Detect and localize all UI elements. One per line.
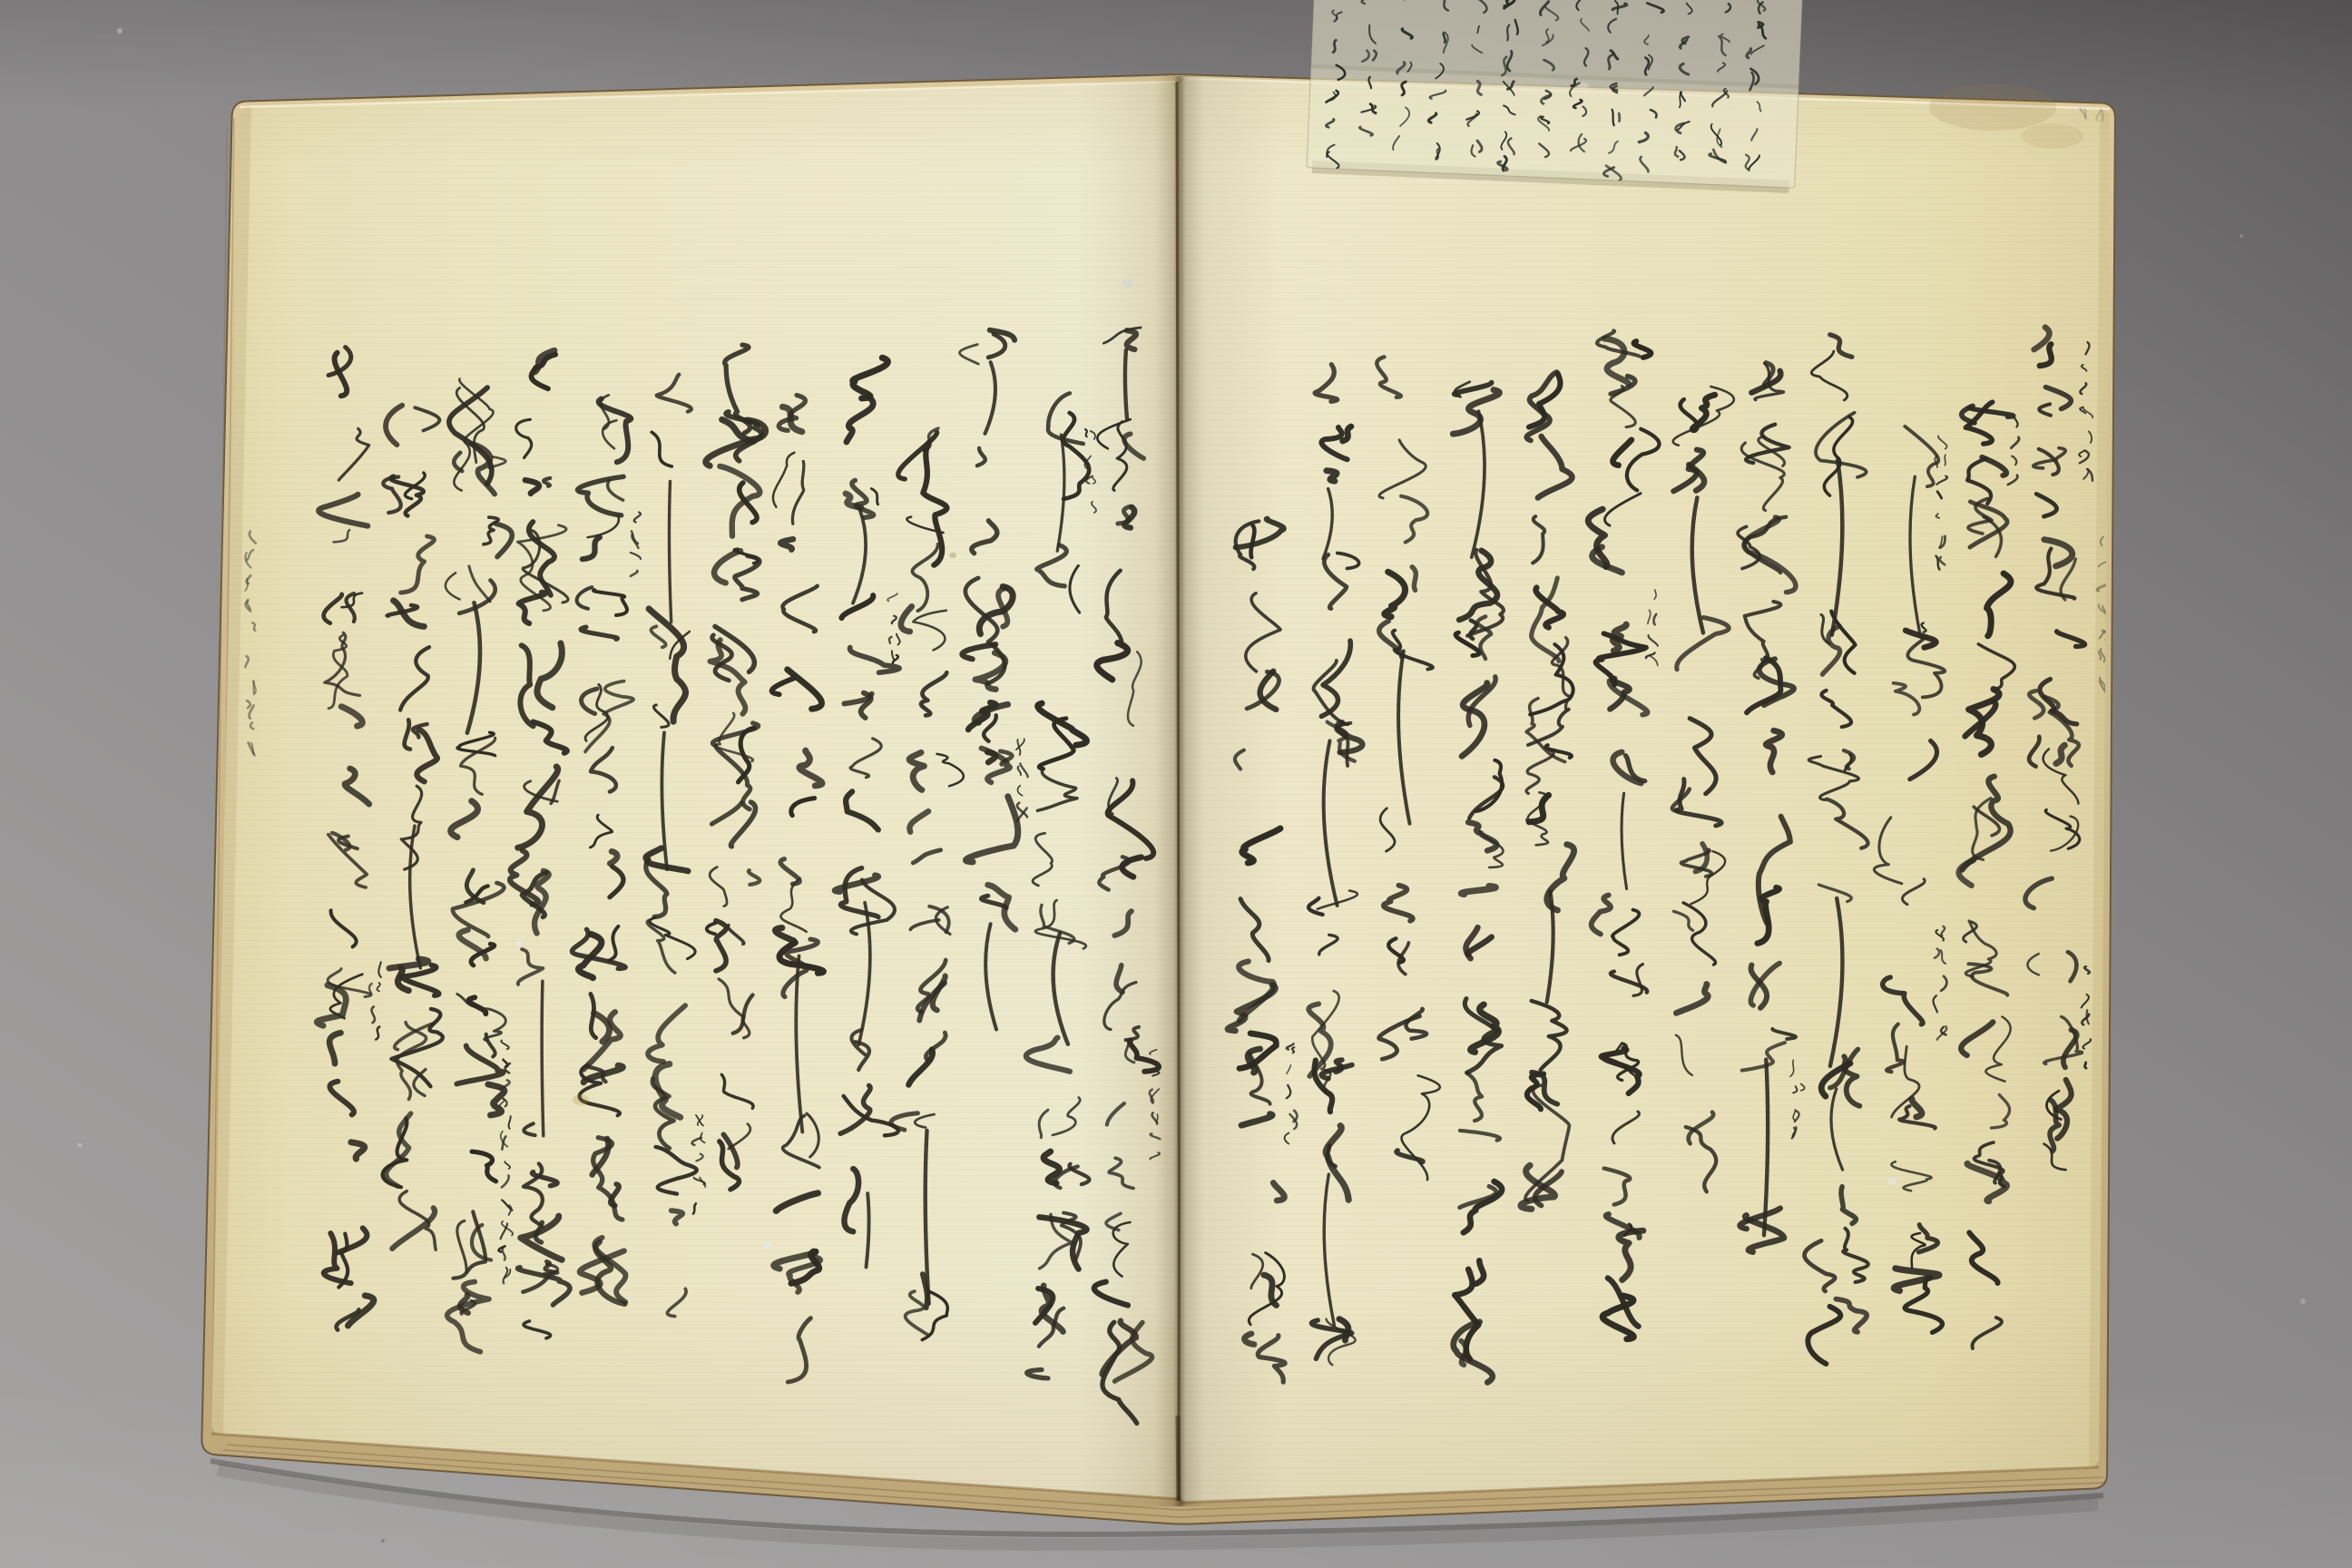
- gutter-shadow: [1076, 76, 1283, 1506]
- left-page: [211, 82, 1180, 1499]
- paper-slip: [1307, 0, 1803, 193]
- right-page: [1180, 78, 2110, 1503]
